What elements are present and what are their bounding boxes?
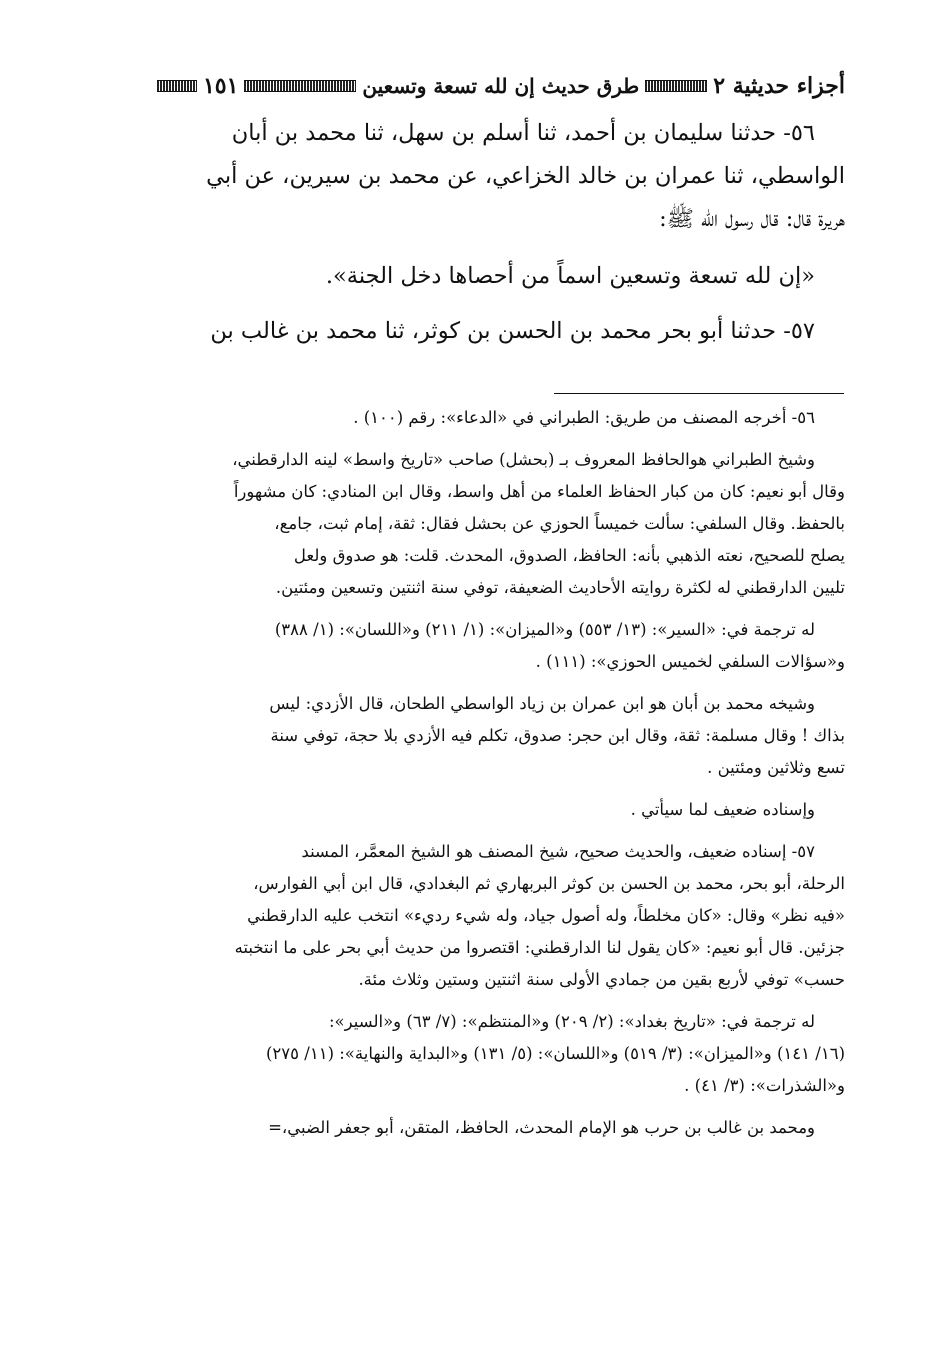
note-line: (١٦/ ١٤١) و«الميزان»: (٣/ ٥١٩) و«اللسان»: (٥/ ١٣١) و«البداية والنهاية»: (١١/ ٢٧٥)	[265, 1044, 845, 1063]
note-line: حسب» توفي لأربع بقين من جمادي الأولى سنة اثنتين وستين وثلاث مئة.	[358, 970, 845, 989]
note-line: ٥٧- إسناده ضعيف، والحديث صحيح، شيخ المصنف هو الشيخ المعمَّر، المسند	[301, 842, 815, 861]
note-line: وشيخ الطبراني هوالحافظ المعروف بـ (بحشل) صاحب «تاريخ واسط» لينه الدارقطني،	[232, 450, 815, 469]
header-ornament	[645, 80, 707, 92]
note-line: تليين الدارقطني له لكثرة روايته الأحاديث الضعيفة، توفي سنة اثنتين وتسعين ومئتين.	[275, 578, 845, 597]
note-line: ٥٦- أخرجه المصنف من طريق: الطبراني في «الدعاء»: رقم (١٠٠) .	[353, 408, 815, 427]
hadith-57	[100, 310, 845, 353]
footnote-56-tabarani	[100, 444, 845, 604]
note-line: بالحفظ. وقال السلفي: سألت خميساً الحوزي عن بحشل فقال: ثقة، إمام ثبت، جامع،	[274, 514, 845, 533]
footnote-57-isnad	[100, 836, 845, 996]
header-ornament	[157, 80, 197, 92]
note-line: له ترجمة في: «السير»: (١٣/ ٥٥٣) و«الميزان»: (١/ ٢١١) و«اللسان»: (١/ ٣٨٨)	[274, 620, 815, 639]
text-line: هريرة قال: قال رسول الله ﷺ:	[659, 206, 845, 232]
note-line: له ترجمة في: «تاريخ بغداد»: (٢/ ٢٠٩) و«المنتظم»: (٧/ ٦٣) و«السير»:	[329, 1012, 815, 1031]
hadith-56	[100, 112, 845, 241]
text-line: الواسطي، ثنا عمران بن خالد الخزاعي، عن محمد بن سيرين، عن أبي	[206, 163, 845, 189]
note-line: تسع وثلاثين ومئتين .	[707, 758, 845, 777]
note-line: جزئين. قال أبو نعيم: «كان يقول لنا الدارقطني: اقتصروا من حديث أبي بحر على ما انتخبته	[234, 938, 845, 957]
text-line: ٥٧- حدثنا أبو بحر محمد بن الحسن بن كوثر، ثنا محمد بن غالب بن	[210, 318, 815, 344]
note-line: وإسناده ضعيف لما سيأتي .	[630, 800, 815, 819]
note-line: و«الشذرات»: (٣/ ٤١) .	[684, 1076, 845, 1095]
note-line: و«سؤالات السلفي لخميس الحوزي»: (١١١) .	[535, 652, 845, 671]
note-line: بذاك ! وقال مسلمة: ثقة، وقال ابن حجر: صدوق، تكلم فيه الأزدي بلا حجة، توفي سنة	[270, 726, 845, 745]
footnote-56-shaykh	[100, 688, 845, 784]
footnote-57-biography	[100, 1006, 845, 1102]
footnote-56-isnad	[100, 794, 845, 826]
footnote-57-ghalib	[100, 1112, 845, 1144]
note-line: يصلح للصحيح، نعته الذهبي بأنه: الحافظ، الصدوق، المحدث. قلت: هو صدوق ولعل	[293, 546, 845, 565]
footnote-56-source	[100, 402, 845, 434]
footnote-56-biography	[100, 614, 845, 678]
note-line: «فيه نظر» وقال: «كان مخلطاً، وله أصول جياد، وله شيء رديء» انتخب عليه الدارقطني	[247, 906, 845, 925]
running-header	[100, 66, 845, 106]
hadith-56-matn	[100, 255, 845, 298]
main-text	[100, 112, 845, 365]
note-line: ومحمد بن غالب بن حرب هو الإمام المحدث، الحافظ، المتقن، أبو جعفر الضبي،=	[268, 1118, 815, 1137]
header-ornament	[244, 80, 356, 92]
text-line: ٥٦- حدثنا سليمان بن أحمد، ثنا أسلم بن سهل، ثنا محمد بن أبان	[231, 120, 815, 146]
note-line: الرحلة، أبو بحر، محمد بن الحسن بن كوثر البربهاري ثم البغدادي، قال ابن أبي الفوارس،	[253, 874, 845, 893]
note-line: وقال أبو نعيم: كان من كبار الحفاظ العلماء من أهل واسط، وقال ابن المنادي: كان مشهوراً	[233, 482, 845, 501]
footnote-separator	[554, 393, 844, 394]
footnotes	[100, 402, 845, 1154]
page-number: ١٥١	[202, 73, 239, 99]
text-line: «إن لله تسعة وتسعين اسماً من أحصاها دخل الجنة».	[325, 263, 815, 289]
note-line: وشيخه محمد بن أبان هو ابن عمران بن زياد الواسطي الطحان، قال الأزدي: ليس	[269, 694, 815, 713]
book-title: أجزاء حديثية ٢	[713, 73, 845, 99]
chapter-title: طرق حديث إن لله تسعة وتسعين	[362, 74, 640, 98]
